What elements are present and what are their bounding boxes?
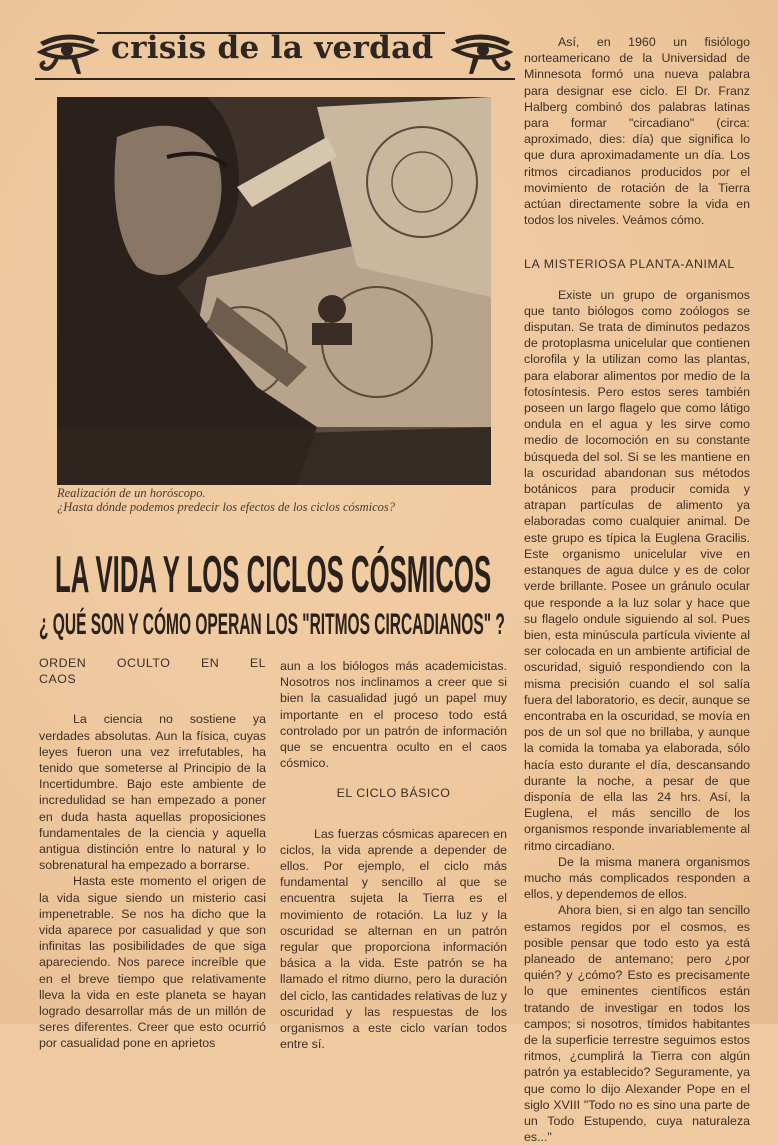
section-title: crisis de la verdad: [111, 30, 434, 66]
article-headline: LA VIDA Y LOS CICLOS CÓSMICOS: [55, 546, 492, 604]
paragraph: Existe un grupo de organismos que tanto biólogos como zoólogos se disputan. Se trata de diminutos pedazos de protoplasma unicelular que contienen clorofila y la utilizan como las plantas, para elaborar alimentos por medio de la fotosíntesis. Pero estos seres también poseen un largo flagelo que como látigo ondula en el agua y les sirve como medio de locomoción en su constante búsqueda del sol. Si se les mantiene en la oscuridad abandonan sus métodos botánicos para producir comida y atrapan partículas de alimento ya elaboradas como cualquier animal. De este grupo es típica la Euglena Gracilis. Este organismo unicelular vive en estanques de agua dulce y es de color verde brillante. Posee un gránulo ocular que responde a la luz solar y hace que su flagelo ondule siguiendo al sol. Pues bien, esta minúscula partícula viviente al ser colocada en un ambiente artificial de oscuridad, siguió respondiendo con la misma precisión cuando el sol salía fuera del laboratorio, es decir, aunque se encontraba en la oscuridad, se movía en pos de un sol que no brillaba, y aunque la comida la tomaba ya elaborada, sólo hacía esto durante el día, descansando durante la noche, a pesar de que disponía de ella las 24 hrs. Así, la Euglena, el más sencillo de los organismos responde invariablemente al ritmo circadiano.: [524, 287, 750, 853]
photo-caption: [57, 486, 497, 514]
photo-illustration: [57, 97, 491, 485]
eye-of-horus-icon: [37, 30, 99, 76]
article-column-2: [280, 658, 507, 1052]
paragraph: Hasta este momento el origen de la vida sigue siendo un misterio casi impenetrable. Se nos ha dicho que la vida aparece por casualidad y que son infinitas las posibilidades de que siga apareciendo. Nos parece increíble que en el breve tiempo que relativamente lleva la vida en este planeta se hayan logrado desarrollar más de un millón de seres diferentes. Creer que esto ocurrió por casualidad pone en aprietos: [39, 874, 266, 1051]
paragraph: La ciencia no sostiene ya verdades absolutas. Aun la física, cuyas leyes fueron una vez irrefutables, ha tenido que someterse al Principio de la Incertidumbre. Bajo este ambiente de incredulidad se han empezado a poner en duda hasta aquellas proposiciones fundamentales de la ciencia y aquella antigua distinción entre lo natural y lo sobrenatural ha empezado a borrarse.: [39, 712, 266, 873]
paragraph: Así, en 1960 un fisiólogo norteamericano de la Universidad de Minnesota formó una nueva palabra para designar ese ciclo. El Dr. Franz Halberg combinó dos palabras latinas para formar "circadiano" (circa: aproximado, dies: día) que significa lo que dura aproximadamente un día. Los ritmos circadianos producidos por el movimiento de rotación de la Tierra actúan directamente sobre la vida en todos los niveles. Veámos cómo.: [524, 35, 750, 228]
paragraph: Las fuerzas cósmicas aparecen en ciclos, la vida aprende a depender de ellos. Por ejemplo, el ciclo más fundamental y sencillo al que se encuentra sujeta la Tierra es el movimiento de rotación. La luz y la oscuridad se alternan en un patrón regular que proporciona información básica a la vida. Este patrón se ha llamado el ritmo diurno, pero la duración del ciclo, las cantidades relativas de luz y oscuridad y las respuestas de los organismos a este ciclo varían todos entre sí.: [280, 826, 507, 1052]
paragraph: Ahora bien, si en algo tan sencillo estamos regidos por el cosmos, es posible pensar que todo esto ya está planeado de antemano; pero ¿por quién? y ¿cómo? Esto es precisamente lo que eminentes científicos están tratando de investigar en todos los campos; si nosotros, tímidos habitantes de la superficie terrestre seguimos estos ritmos, ¿cumplirá la Tierra con algún patrón ya establecido? Seguramente, ya que como lo dijo Alexander Pope en el siglo XVIII "Todo no es sino una parte de un Todo Estupendo, cuya naturaleza es...": [524, 903, 750, 1145]
article-subheadline: ¿ QUÉ SON Y CÓMO OPERAN LOS "RITMOS CIRCADIANOS" ?: [39, 608, 505, 641]
header-rule-bottom: [35, 78, 515, 80]
article-column-3: [524, 34, 750, 1145]
section-header: [35, 26, 515, 82]
paragraph: aun a los biólogos más academicistas. Nosotros nos inclinamos a creer que si bien la casualidad jugó un papel muy importante en el proceso todo está controlado por un patrón de información que se encuentra oculto en el caos cósmico.: [280, 659, 507, 771]
eye-of-horus-icon: [451, 30, 513, 76]
paragraph: De la misma manera organismos mucho más complicados responden a ellos, y dependemos de ellos.: [524, 854, 750, 902]
section-heading-orden: ORDEN OCULTO EN EL CAOS: [39, 656, 266, 687]
article-column-1: [39, 655, 266, 1052]
caption-line-1: Realización de un horóscopo.: [57, 486, 206, 500]
section-heading-planta: LA MISTERIOSA PLANTA-ANIMAL: [524, 257, 735, 272]
caption-line-2: ¿Hasta dónde podemos predecir los efectos de los ciclos cósmicos?: [57, 500, 396, 514]
horoscope-photo: [57, 97, 491, 485]
section-heading-ciclo: EL CICLO BÁSICO: [336, 786, 451, 801]
